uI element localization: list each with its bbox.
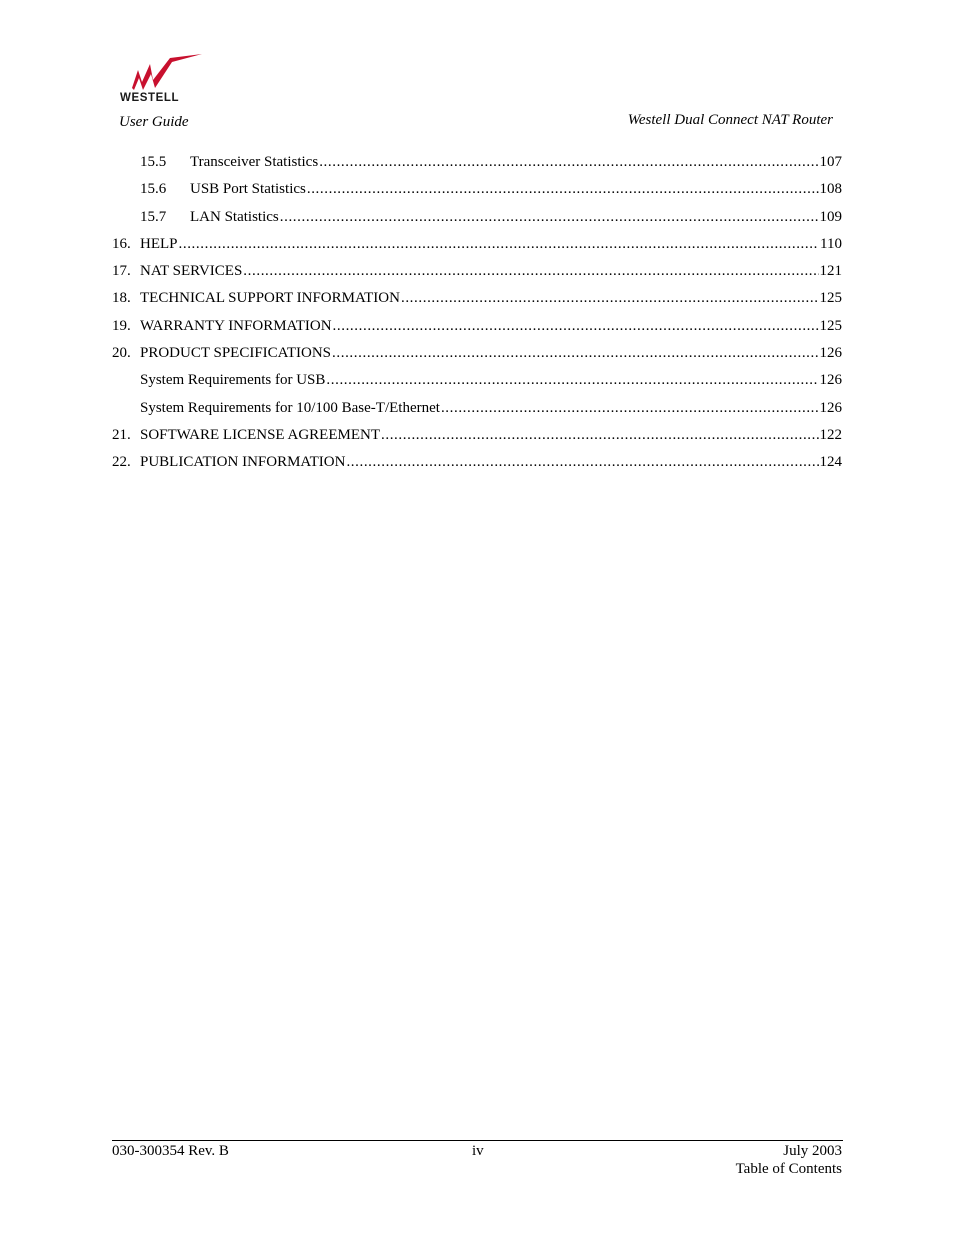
toc-entry-number: 15.7	[140, 208, 167, 225]
toc-entry-title: LAN Statistics	[190, 208, 279, 225]
toc-entry[interactable]	[112, 370, 842, 390]
toc-entry[interactable]	[112, 452, 842, 472]
footer-date: July 2003	[783, 1143, 842, 1159]
toc-leader-dots	[346, 452, 818, 472]
westell-logo	[118, 54, 202, 106]
toc-leader-dots	[179, 234, 820, 254]
toc-entry-page: 126	[819, 372, 842, 389]
toc-entry-number: 19.	[112, 317, 131, 334]
toc-entry-page: 124	[819, 454, 842, 471]
toc-entry[interactable]	[112, 152, 842, 172]
toc-entry-title: HELP	[140, 235, 178, 252]
header-right: Westell Dual Connect NAT Router	[627, 112, 833, 128]
toc-leader-dots	[307, 179, 819, 199]
toc-entry[interactable]	[112, 234, 842, 254]
toc-leader-dots	[381, 425, 819, 445]
toc-entry-page: 122	[819, 426, 842, 443]
footer-page-number: iv	[472, 1143, 484, 1159]
toc-leader-dots	[333, 316, 819, 336]
toc-entry[interactable]	[112, 179, 842, 199]
toc-entry-page: 126	[819, 399, 842, 416]
footer-section: Table of Contents	[735, 1160, 842, 1177]
toc-entry-number: 20.	[112, 345, 131, 362]
toc-entry[interactable]	[112, 398, 842, 418]
toc-entry-number: 15.6	[140, 181, 167, 198]
toc-entry-title: PRODUCT SPECIFICATIONS	[140, 345, 332, 362]
toc-entry[interactable]	[112, 425, 842, 445]
toc-entry-title: NAT SERVICES	[140, 263, 243, 280]
westell-swoosh-icon	[118, 54, 202, 94]
toc-leader-dots	[326, 370, 818, 390]
toc-entry-page: 125	[819, 317, 842, 334]
toc-leader-dots	[319, 152, 818, 172]
toc-entry-title: Transceiver Statistics	[190, 154, 319, 170]
footer-doc-number: 030-300354 Rev. B	[112, 1143, 229, 1159]
toc-entry-page: 126	[819, 345, 842, 362]
logo-wordmark: WESTELL	[120, 92, 180, 104]
toc-entry-title: System Requirements for 10/100 Base-T/Ethernet	[140, 399, 440, 416]
toc-leader-dots	[243, 261, 818, 281]
toc-entry-page: 107	[819, 154, 842, 170]
toc-entry-number: 17.	[112, 263, 131, 280]
toc-entry-title: PUBLICATION INFORMATION	[140, 454, 346, 471]
toc-leader-dots	[441, 398, 819, 418]
toc-entry-page: 108	[819, 181, 842, 198]
toc-leader-dots	[280, 207, 819, 227]
footer-right	[736, 1143, 842, 1178]
header-left: User Guide	[119, 114, 189, 130]
toc-entry[interactable]	[112, 288, 842, 308]
toc-entry-page: 121	[819, 263, 842, 280]
toc-entry-number: 16.	[112, 235, 131, 252]
toc-entry-number: 21.	[112, 426, 131, 443]
toc-entry-number: 22.	[112, 454, 131, 471]
toc-entry-page: 109	[819, 208, 842, 225]
toc-entry[interactable]	[112, 316, 842, 336]
toc-entry-number: 15.5	[140, 154, 167, 170]
toc-entry-page: 110	[820, 235, 842, 252]
toc-entry[interactable]	[112, 343, 842, 363]
toc-entry[interactable]	[112, 207, 842, 227]
footer-divider	[112, 1140, 843, 1141]
toc-leader-dots	[401, 288, 819, 308]
table-of-contents	[112, 152, 842, 480]
toc-entry-title: WARRANTY INFORMATION	[140, 317, 332, 334]
toc-entry[interactable]	[112, 261, 842, 281]
toc-entry-title: SOFTWARE LICENSE AGREEMENT	[140, 426, 380, 443]
toc-entry-number: 18.	[112, 290, 131, 307]
toc-entry-page: 125	[819, 290, 842, 307]
toc-entry-title: System Requirements for USB	[140, 372, 326, 389]
toc-leader-dots	[332, 343, 818, 363]
toc-entry-title: TECHNICAL SUPPORT INFORMATION	[140, 290, 400, 307]
toc-entry-title: USB Port Statistics	[190, 181, 306, 198]
